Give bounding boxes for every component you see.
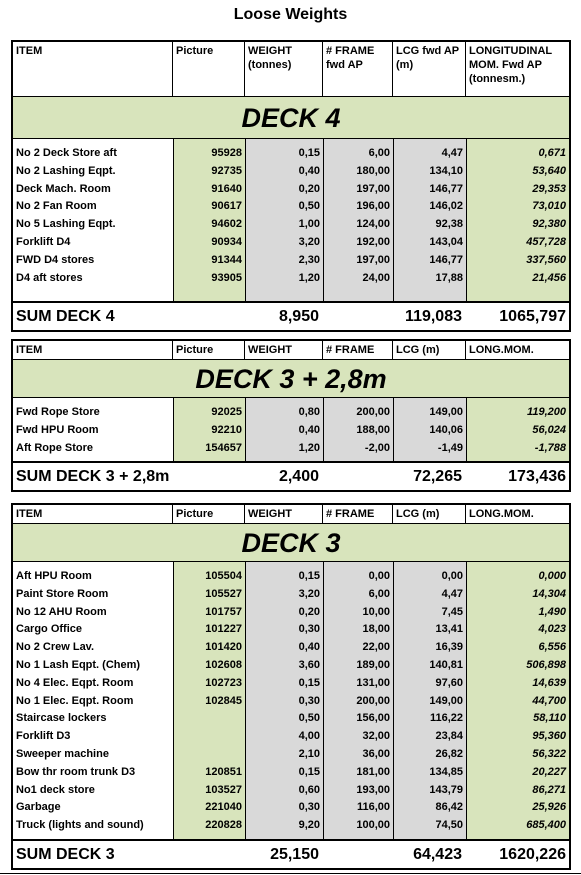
weight-cell: 0,15 — [298, 676, 320, 689]
frame-cell: 181,00 — [356, 765, 390, 778]
weight-cell: 0,20 — [298, 605, 320, 618]
frame-cell: 131,00 — [356, 676, 390, 689]
header-cell: LCG (m) — [393, 505, 466, 523]
frame-cell: 0,00 — [368, 570, 390, 582]
lcg-cell: 97,60 — [435, 676, 463, 689]
moment-cell: 14,304 — [532, 587, 566, 600]
header-cell: # FRAME fwd AP — [323, 42, 393, 96]
sum-row — [13, 461, 569, 490]
table-row — [13, 710, 569, 728]
deck-banner: DECK 3 — [13, 524, 569, 562]
weight-cell: 0,20 — [298, 182, 320, 195]
table-body — [13, 139, 569, 301]
lcg-cell: 86,42 — [435, 801, 463, 814]
header-cell: Picture — [173, 341, 245, 359]
table-row — [13, 181, 569, 199]
picture-cell: 221040 — [205, 801, 242, 814]
page-bottom-rule — [0, 873, 581, 874]
table-row — [13, 568, 569, 586]
weight-cell: 1,20 — [298, 271, 320, 284]
header-cell: ITEM — [13, 42, 173, 96]
weight-cell: 0,15 — [298, 147, 320, 159]
table-row — [13, 657, 569, 675]
table-row — [13, 675, 569, 693]
sum-moment: 1620,226 — [499, 845, 566, 863]
weight-cell: 1,20 — [298, 441, 320, 454]
table-row — [13, 145, 569, 163]
weight-cell: 0,30 — [298, 694, 320, 707]
frame-cell: 18,00 — [362, 623, 390, 636]
lcg-cell: 13,41 — [435, 623, 463, 636]
frame-cell: -2,00 — [364, 441, 390, 454]
item-cell: No 4 Elec. Eqpt. Room — [16, 676, 134, 689]
table-row — [13, 216, 569, 234]
item-cell: No1 deck store — [16, 783, 95, 796]
picture-cell: 101420 — [205, 641, 242, 654]
lcg-cell: 134,85 — [429, 765, 463, 778]
header-cell: LONG.MOM. — [469, 344, 534, 356]
picture-cell: 91344 — [211, 253, 242, 266]
moment-cell: 1,490 — [538, 605, 566, 618]
sum-label: SUM DECK 4 — [16, 308, 115, 326]
lcg-cell: -1,49 — [437, 441, 463, 454]
picture-cell: 90617 — [211, 200, 242, 213]
table-header — [13, 42, 569, 97]
frame-cell: 156,00 — [356, 712, 390, 725]
sum-moment: 1065,797 — [499, 308, 566, 326]
table-row — [13, 621, 569, 639]
sum-lcg: 72,265 — [413, 468, 462, 486]
header-cell: # FRAME — [323, 505, 393, 523]
header-cell: LCG (m) — [393, 341, 466, 359]
moment-cell: 0,000 — [538, 570, 566, 582]
item-cell: Bow thr room trunk D3 — [16, 765, 136, 778]
section-1-table — [11, 40, 571, 332]
lcg-cell: 92,38 — [435, 218, 463, 231]
item-cell: Truck (lights and sound) — [16, 819, 144, 832]
header-cell: LONG.MOM. — [469, 508, 534, 520]
lcg-cell: 74,50 — [435, 819, 463, 832]
table-row — [13, 422, 569, 440]
section-3-table — [11, 503, 571, 870]
moment-cell: 29,353 — [532, 182, 566, 195]
table-body — [13, 398, 569, 461]
moment-cell: 20,227 — [532, 765, 566, 778]
moment-cell: 92,380 — [532, 218, 566, 231]
picture-cell: 101227 — [205, 623, 242, 636]
lcg-cell: 149,00 — [429, 406, 463, 418]
weight-cell: 0,30 — [298, 801, 320, 814]
moment-cell: 56,322 — [532, 747, 566, 760]
weight-cell: 3,60 — [298, 658, 320, 671]
header-cell: Picture — [173, 505, 245, 523]
item-cell: Cargo Office — [16, 623, 83, 636]
picture-cell: 154657 — [205, 441, 242, 454]
frame-cell: 197,00 — [356, 253, 390, 266]
table-row — [13, 746, 569, 764]
item-cell: Sweeper machine — [16, 747, 109, 760]
moment-cell: 4,023 — [538, 623, 566, 636]
item-cell: Forklift D4 — [16, 235, 71, 248]
table-row — [13, 440, 569, 458]
sum-row — [13, 839, 569, 868]
moment-cell: 506,898 — [526, 658, 566, 671]
table-row — [13, 586, 569, 604]
weight-cell: 2,30 — [298, 253, 320, 266]
frame-cell: 24,00 — [362, 271, 390, 284]
picture-cell: 92025 — [211, 406, 242, 418]
deck-banner: DECK 3 + 2,8m — [13, 360, 569, 398]
frame-cell: 6,00 — [368, 147, 390, 159]
picture-cell: 93905 — [211, 271, 242, 284]
moment-cell: -1,788 — [534, 441, 566, 454]
item-cell: No 2 Crew Lav. — [16, 641, 95, 654]
item-cell: No 12 AHU Room — [16, 605, 107, 618]
picture-cell: 105527 — [205, 587, 242, 600]
picture-cell: 103527 — [205, 783, 242, 796]
picture-cell: 92735 — [211, 164, 242, 177]
picture-cell: 94602 — [211, 218, 242, 231]
sum-lcg: 64,423 — [413, 845, 462, 863]
deck-banner: DECK 4 — [13, 97, 569, 139]
lcg-cell: 140,81 — [429, 658, 463, 671]
table-row — [13, 604, 569, 622]
item-cell: Forklift D3 — [16, 730, 71, 743]
weight-cell: 0,40 — [298, 423, 320, 436]
table-row — [13, 404, 569, 422]
header-cell: LONGITUDINAL MOM. Fwd AP (tonnesm.) — [469, 45, 552, 85]
header-cell: ITEM — [13, 341, 173, 359]
table-row — [13, 817, 569, 835]
weight-cell: 2,10 — [298, 747, 320, 760]
picture-cell: 91640 — [211, 182, 242, 195]
frame-cell: 196,00 — [356, 200, 390, 213]
lcg-cell: 4,47 — [441, 147, 463, 159]
table-row — [13, 270, 569, 288]
picture-cell: 220828 — [205, 819, 242, 832]
lcg-cell: 140,06 — [429, 423, 463, 436]
moment-cell: 53,640 — [532, 164, 566, 177]
lcg-cell: 26,82 — [435, 747, 463, 760]
table-row — [13, 234, 569, 252]
weight-cell: 0,40 — [298, 641, 320, 654]
moment-cell: 0,671 — [538, 147, 566, 159]
moment-cell: 119,200 — [527, 406, 566, 418]
lcg-cell: 143,04 — [429, 235, 463, 248]
weight-cell: 9,20 — [298, 819, 320, 832]
moment-cell: 457,728 — [526, 235, 566, 248]
item-cell: Garbage — [16, 801, 61, 814]
moment-cell: 6,556 — [538, 641, 566, 654]
item-cell: Staircase lockers — [16, 712, 107, 725]
header-cell: Picture — [173, 42, 245, 96]
frame-cell: 10,00 — [362, 605, 390, 618]
lcg-cell: 143,79 — [429, 783, 463, 796]
moment-cell: 86,271 — [532, 783, 566, 796]
table-row — [13, 799, 569, 817]
table-header — [13, 341, 569, 360]
item-cell: Fwd Rope Store — [16, 406, 100, 418]
weight-cell: 0,50 — [298, 712, 320, 725]
lcg-cell: 16,39 — [435, 641, 463, 654]
frame-cell: 200,00 — [356, 694, 390, 707]
table-row — [13, 163, 569, 181]
header-cell: WEIGHT — [245, 505, 323, 523]
lcg-cell: 146,77 — [429, 182, 463, 195]
picture-cell: 102608 — [205, 658, 242, 671]
sum-row — [13, 301, 569, 330]
frame-cell: 22,00 — [362, 641, 390, 654]
moment-cell: 95,360 — [532, 730, 566, 743]
table-row — [13, 728, 569, 746]
lcg-cell: 4,47 — [441, 587, 463, 600]
sum-weight: 2,400 — [278, 468, 319, 486]
sum-lcg: 119,083 — [405, 308, 462, 326]
item-cell: Aft Rope Store — [16, 441, 93, 454]
weight-cell: 0,15 — [298, 765, 320, 778]
picture-cell: 102723 — [205, 676, 242, 689]
picture-cell: 101757 — [205, 605, 242, 618]
item-cell: Deck Mach. Room — [16, 182, 111, 195]
picture-cell: 95928 — [211, 147, 242, 159]
moment-cell: 58,110 — [533, 712, 566, 725]
item-cell: No 2 Fan Room — [16, 200, 97, 213]
weight-cell: 0,15 — [298, 570, 320, 582]
table-header — [13, 505, 569, 524]
frame-cell: 192,00 — [356, 235, 390, 248]
lcg-cell: 0,00 — [441, 570, 463, 582]
moment-cell: 25,926 — [532, 801, 566, 814]
table-row — [13, 693, 569, 711]
sum-label: SUM DECK 3 — [16, 845, 115, 863]
sum-moment: 173,436 — [508, 468, 566, 486]
lcg-cell: 23,84 — [435, 730, 463, 743]
frame-cell: 189,00 — [356, 658, 390, 671]
picture-cell: 105504 — [205, 570, 242, 582]
frame-cell: 193,00 — [356, 783, 390, 796]
frame-cell: 197,00 — [356, 182, 390, 195]
frame-cell: 32,00 — [362, 730, 390, 743]
item-cell: No 2 Lashing Eqpt. — [16, 164, 116, 177]
weight-cell: 0,40 — [298, 164, 320, 177]
moment-cell: 73,010 — [532, 200, 566, 213]
lcg-cell: 17,88 — [435, 271, 463, 284]
table-row — [13, 782, 569, 800]
lcg-cell: 146,02 — [429, 200, 463, 213]
moment-cell: 56,024 — [532, 423, 566, 436]
table-row — [13, 198, 569, 216]
section-2-table — [11, 339, 571, 492]
item-cell: Fwd HPU Room — [16, 423, 99, 436]
weight-cell: 0,80 — [298, 406, 320, 418]
weight-cell: 0,60 — [298, 783, 320, 796]
table-row — [13, 252, 569, 270]
moment-cell: 14,639 — [532, 676, 566, 689]
picture-cell: 120851 — [205, 765, 242, 778]
moment-cell: 685,400 — [526, 819, 566, 832]
item-cell: Paint Store Room — [16, 587, 109, 600]
item-cell: No 2 Deck Store aft — [16, 147, 117, 159]
item-cell: No 1 Elec. Eqpt. Room — [16, 694, 134, 707]
lcg-cell: 149,00 — [429, 694, 463, 707]
picture-cell: 92210 — [211, 423, 242, 436]
frame-cell: 180,00 — [356, 164, 390, 177]
header-cell: ITEM — [13, 505, 173, 523]
weight-cell: 0,30 — [298, 623, 320, 636]
weight-cell: 0,50 — [298, 200, 320, 213]
header-cell: # FRAME — [323, 341, 393, 359]
sum-label: SUM DECK 3 + 2,8m — [16, 468, 170, 486]
table-row — [13, 764, 569, 782]
item-cell: No 5 Lashing Eqpt. — [16, 218, 116, 231]
lcg-cell: 146,77 — [429, 253, 463, 266]
frame-cell: 36,00 — [362, 747, 390, 760]
weight-cell: 4,00 — [298, 730, 320, 743]
lcg-cell: 7,45 — [441, 605, 463, 618]
frame-cell: 124,00 — [356, 218, 390, 231]
weight-cell: 3,20 — [298, 235, 320, 248]
weight-cell: 1,00 — [298, 218, 320, 231]
moment-cell: 44,700 — [532, 694, 566, 707]
frame-cell: 188,00 — [356, 423, 390, 436]
frame-cell: 116,00 — [356, 801, 390, 814]
weight-cell: 3,20 — [298, 587, 320, 600]
sum-weight: 8,950 — [278, 308, 319, 326]
lcg-cell: 116,22 — [429, 712, 463, 725]
sum-weight: 25,150 — [270, 845, 319, 863]
picture-cell: 102845 — [205, 694, 242, 707]
header-cell: LCG fwd AP (m) — [393, 42, 466, 96]
item-cell: D4 aft stores — [16, 271, 83, 284]
item-cell: No 1 Lash Eqpt. (Chem) — [16, 658, 141, 671]
header-cell: WEIGHT (tonnes) — [245, 42, 323, 96]
frame-cell: 100,00 — [356, 819, 390, 832]
moment-cell: 21,456 — [532, 271, 566, 284]
picture-cell: 90934 — [211, 235, 242, 248]
frame-cell: 200,00 — [356, 406, 390, 418]
item-cell: Aft HPU Room — [16, 570, 92, 582]
table-body — [13, 562, 569, 839]
header-cell: WEIGHT — [245, 341, 323, 359]
item-cell: FWD D4 stores — [16, 253, 95, 266]
frame-cell: 6,00 — [368, 587, 390, 600]
lcg-cell: 134,10 — [429, 164, 463, 177]
moment-cell: 337,560 — [526, 253, 566, 266]
table-row — [13, 639, 569, 657]
page-title: Loose Weights — [233, 6, 348, 23]
